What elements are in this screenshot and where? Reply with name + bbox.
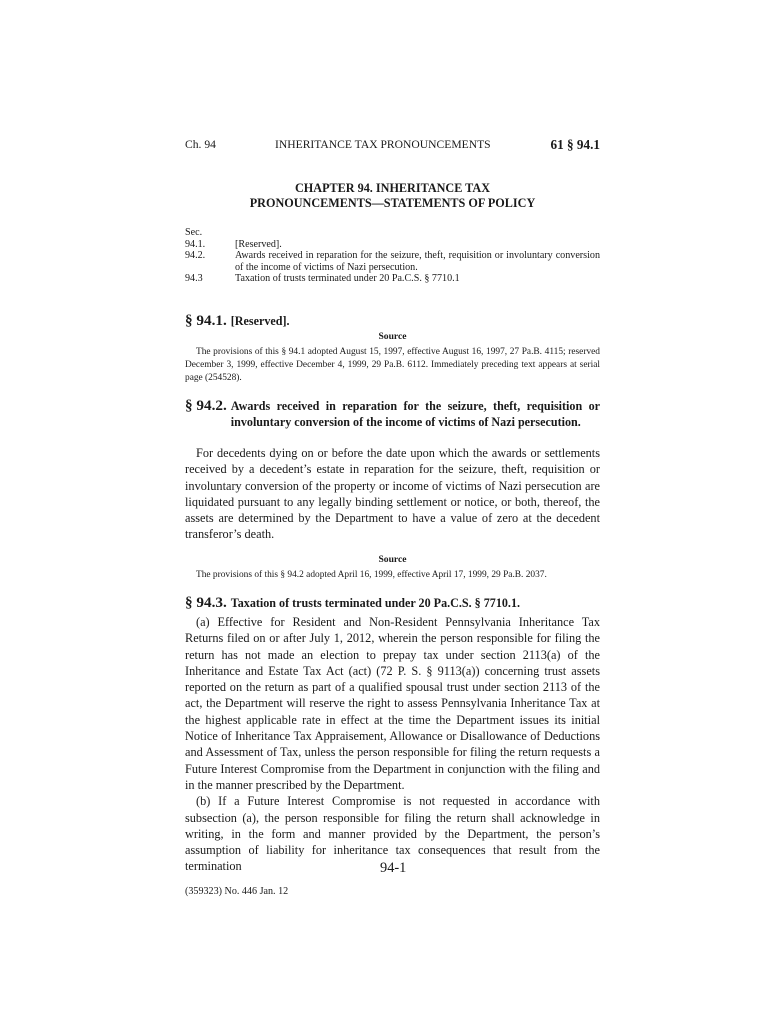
toc-item [185, 239, 600, 251]
toc-item [185, 273, 600, 285]
section-title: Taxation of trusts terminated under 20 Pa.C.S. § 7710.1. [230, 596, 521, 610]
source-text: The provisions of this § 94.2 adopted April 16, 1999, effective April 17, 1999, 29 Pa.B. 2037. [196, 570, 547, 580]
page-number: 94-1 [380, 860, 407, 876]
body-paragraph-b: (b) If a Future Interest Compromise is not requested in accordance with subsection (a), the person responsible for filing the return shall acknowledge in writing, in the form and manner provided by the Department, the person’s assumption of liability for inheritance tax consequences that result from the termination [185, 794, 600, 874]
toc-label: Sec. [185, 227, 203, 238]
section-94-3-body [185, 614, 600, 875]
chapter-title [185, 181, 600, 211]
chapter-title-line-1: CHAPTER 94. INHERITANCE TAX [294, 181, 491, 195]
serial-code: (359323) No. 446 Jan. 12 [185, 886, 289, 897]
section-number: § 94.1. [185, 312, 227, 329]
section-94-3 [185, 594, 600, 612]
header-title: INHERITANCE TAX PRONOUNCEMENTS [275, 138, 491, 151]
body-paragraph-a: (a) Effective for Resident and Non-Resident Pennsylvania Inheritance Tax Returns filed on or after July 1, 2012, wherein the person responsible for filing the return has not made an election to prepay tax under section 2113(a) of the Inheritance and Estate Tax Act (act) (72 P. S. § 9113(a)) concerning trust assets reported on the return as part of a qualified spousal trust under section 2113 of the act, the Department will reserve the right to assess Pennsylvania Inheritance Tax at the highest applicable rate in effect at the time the Department issues its initial Notice of Inheritance Tax Appraisement, Allowance or Disallowance of Deductions and Assessment of Tax, unless the person responsible for filing the return requests a Future Interest Compromise from the Department in conjunction with the filing and in the manner prescribed by the Department. [185, 615, 600, 792]
section-94-2-body [185, 445, 600, 543]
section-94-1 [185, 312, 600, 330]
section-title: Awards received in reparation for the seizure, theft, requisition or involuntary conversion of the income of victims of Nazi persecution. [230, 399, 600, 429]
section-heading [185, 397, 600, 430]
source-label: Source [378, 554, 407, 565]
toc-item [185, 250, 600, 273]
body-paragraph: For decedents dying on or before the date upon which the awards or settlements received by a decedent’s estate in reparation for the seizure, theft, requisition or involuntary conversion of the property or income of victims of Nazi persecution are liquidated pursuant to any legally binding settlement or notice, or both, thereof, the assets are determined by the Department to have a value of zero at the decedent transferor’s death. [185, 446, 600, 542]
section-heading [185, 594, 600, 612]
source-label: Source [378, 331, 407, 342]
section-contents [185, 227, 600, 285]
toc-item-text: Awards received in reparation for the seizure, theft, requisition or involuntary conversion of the income of victims of Nazi persecution. [235, 250, 600, 273]
header-chapter: Ch. 94 [185, 138, 216, 151]
section-number: § 94.3. [185, 594, 227, 611]
section-title: [Reserved]. [230, 314, 290, 328]
toc-item-text: Taxation of trusts terminated under 20 Pa.C.S. § 7710.1 [235, 273, 460, 284]
source-text: The provisions of this § 94.1 adopted August 15, 1997, effective August 16, 1997, 27 Pa.B. 4115; reserved December 3, 1999, effective December 4, 1999, 29 Pa.B. 6112. Immediately preceding text appears at serial page (254528). [185, 347, 600, 383]
toc-item-text: [Reserved]. [235, 238, 282, 250]
chapter-title-line-2: PRONOUNCEMENTS—STATEMENTS OF POLICY [249, 196, 536, 210]
toc-item-number: 94.1. [185, 238, 206, 250]
running-header [185, 138, 600, 156]
section-heading [185, 312, 600, 330]
header-section-ref: 61 § 94.1 [550, 137, 600, 152]
toc-item-number: 94.2. [185, 250, 206, 261]
section-number: § 94.2. [185, 397, 227, 414]
section-94-2 [185, 397, 600, 430]
toc-item-number: 94.3 [185, 273, 203, 284]
